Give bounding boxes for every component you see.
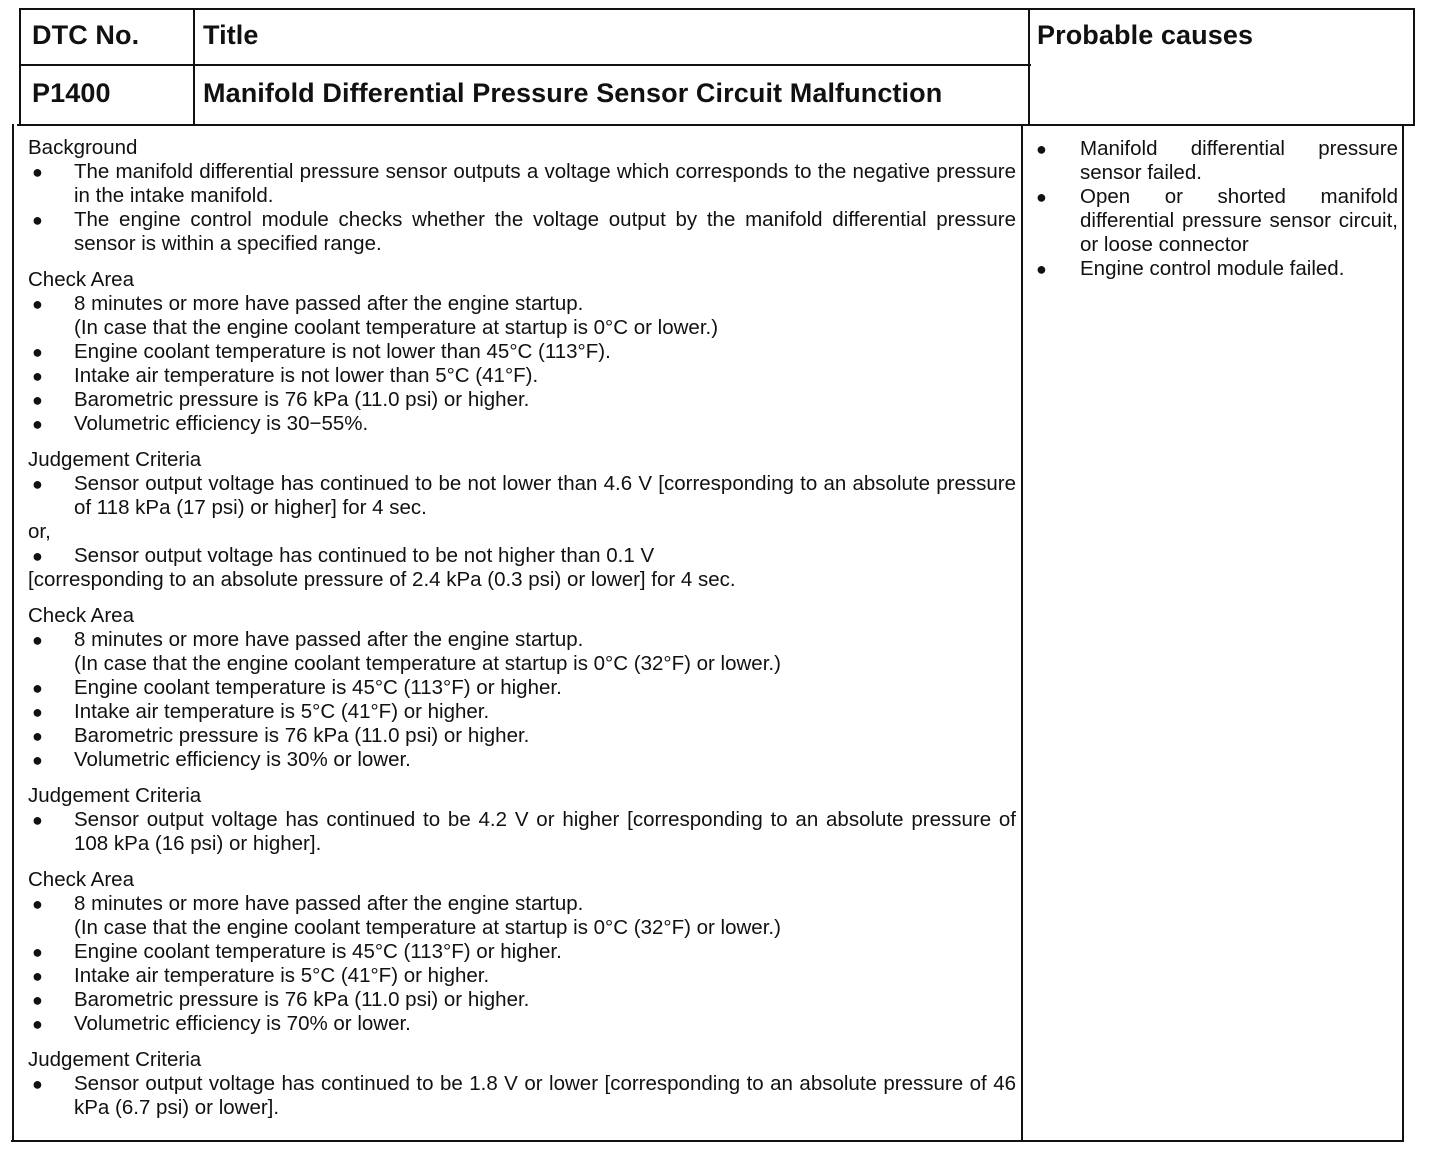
list-item [28, 748, 1016, 772]
background-section [28, 136, 1016, 256]
bullet-icon: ● [32, 1074, 43, 1094]
bullet-icon: ● [1036, 187, 1047, 207]
item-text: Barometric pressure is 76 kPa (11.0 psi) or higher. [74, 988, 530, 1011]
section-title: Check Area [28, 868, 134, 891]
bullet-icon: ● [1036, 139, 1047, 159]
check-area-section-3 [28, 868, 1016, 1036]
table-bottom-border [11, 1140, 1403, 1142]
section-title: Background [28, 136, 138, 159]
item-text: Barometric pressure is 76 kPa (11.0 psi) or higher. [74, 388, 530, 411]
list-item [28, 412, 1016, 436]
item-note: (In case that the engine coolant temperature at startup is 0°C (32°F) or lower.) [74, 652, 781, 675]
section-title: Judgement Criteria [28, 448, 202, 471]
item-text: 8 minutes or more have passed after the engine startup. [74, 292, 584, 315]
list-item [28, 388, 1016, 412]
item-text: Volumetric efficiency is 30% or lower. [74, 748, 411, 771]
list-item [28, 364, 1016, 388]
list-item [28, 808, 1016, 856]
section-title: Judgement Criteria [28, 1048, 202, 1071]
bullet-icon: ● [32, 810, 43, 830]
bullet-icon: ● [32, 474, 43, 494]
bullet-icon: ● [32, 210, 43, 230]
item-text: The manifold differential pressure sensor outputs a voltage which corresponds to the negative pressure in the intake manifold. [74, 160, 1016, 207]
title-header: Title [203, 20, 259, 50]
list-item [28, 724, 1016, 748]
list-item [28, 544, 1016, 568]
list-item [28, 940, 1016, 964]
item-text: Sensor output voltage has continued to be not lower than 4.6 V [corresponding to an absolute pressure of 118 kPa (17 psi) or higher] for 4 sec. [74, 472, 1016, 519]
table-right-border [1413, 8, 1415, 126]
header-bottom-border [17, 124, 1413, 126]
section-title: Check Area [28, 268, 134, 291]
list-item [28, 700, 1016, 724]
body-causes-divider [1021, 124, 1023, 1142]
cause-text: Manifold differential pressure sensor failed. [1080, 137, 1398, 184]
list-item [28, 160, 1016, 208]
body-right-border [1402, 124, 1404, 1142]
list-item [28, 340, 1016, 364]
table-left-border [19, 8, 21, 126]
item-text: The engine control module checks whether the voltage output by the manifold differential pressure sensor is within a specified range. [74, 208, 1016, 255]
list-item [28, 988, 1016, 1012]
list-item [28, 472, 1016, 520]
bullet-icon: ● [32, 366, 43, 386]
section-title: Check Area [28, 604, 134, 627]
bullet-icon: ● [32, 342, 43, 362]
list-item [28, 892, 1016, 940]
item-text: Sensor output voltage has continued to be 4.2 V or higher [corresponding to an absolute pressure of 108 kPa (16 psi) or higher]. [74, 808, 1016, 855]
item-note: (In case that the engine coolant temperature at startup is 0°C (32°F) or lower.) [74, 916, 781, 939]
bullet-icon: ● [32, 546, 43, 566]
item-text: Engine coolant temperature is 45°C (113°F) or higher. [74, 676, 562, 699]
check-area-section-1 [28, 268, 1016, 436]
body-left-border [12, 124, 14, 1142]
list-item [28, 292, 1016, 340]
item-text: Volumetric efficiency is 30−55%. [74, 412, 369, 435]
list-item [28, 628, 1016, 676]
bullet-icon: ● [1036, 259, 1047, 279]
item-text: Sensor output voltage has continued to be not higher than 0.1 V [74, 544, 655, 567]
cause-item [1034, 137, 1398, 185]
or-connector: or, [28, 520, 51, 543]
header-row-divider [19, 64, 1031, 66]
item-text: 8 minutes or more have passed after the engine startup. [74, 628, 584, 651]
judgement-criteria-section-1 [28, 448, 1016, 592]
list-item [28, 208, 1016, 256]
bullet-icon: ● [32, 894, 43, 914]
causes-column-divider [1028, 8, 1030, 126]
cause-item [1034, 185, 1398, 257]
list-item [28, 1072, 1016, 1120]
item-text: Intake air temperature is 5°C (41°F) or higher. [74, 964, 490, 987]
section-title: Judgement Criteria [28, 784, 202, 807]
cause-text: Open or shorted manifold differential pressure sensor circuit, or loose connector [1080, 185, 1398, 256]
dtc-no-header: DTC No. [32, 20, 140, 50]
item-text: Intake air temperature is 5°C (41°F) or higher. [74, 700, 490, 723]
item-text: Engine coolant temperature is not lower than 45°C (113°F). [74, 340, 611, 363]
cause-text: Engine control module failed. [1080, 257, 1345, 280]
bullet-icon: ● [32, 294, 43, 314]
list-item [28, 1012, 1016, 1036]
bullet-icon: ● [32, 678, 43, 698]
dtc-number: P1400 [32, 78, 111, 108]
description-column [28, 136, 1016, 1132]
item-text: Barometric pressure is 76 kPa (11.0 psi) or higher. [74, 724, 530, 747]
cause-item [1034, 257, 1398, 281]
bullet-icon: ● [32, 942, 43, 962]
judgement-criteria-section-3 [28, 1048, 1016, 1120]
bullet-icon: ● [32, 966, 43, 986]
item-continuation: [corresponding to an absolute pressure of 2.4 kPa (0.3 psi) or lower] for 4 sec. [28, 568, 736, 591]
bullet-icon: ● [32, 1014, 43, 1034]
probable-causes-header: Probable causes [1037, 20, 1254, 50]
item-text: Engine coolant temperature is 45°C (113°F) or higher. [74, 940, 562, 963]
bullet-icon: ● [32, 630, 43, 650]
dtc-title: Manifold Differential Pressure Sensor Circuit Malfunction [203, 78, 943, 108]
bullet-icon: ● [32, 414, 43, 434]
probable-causes-list [1034, 137, 1398, 281]
bullet-icon: ● [32, 726, 43, 746]
bullet-icon: ● [32, 750, 43, 770]
list-item [28, 964, 1016, 988]
check-area-section-2 [28, 604, 1016, 772]
judgement-criteria-section-2 [28, 784, 1016, 856]
item-text: Volumetric efficiency is 70% or lower. [74, 1012, 411, 1035]
list-item [28, 676, 1016, 700]
bullet-icon: ● [32, 990, 43, 1010]
bullet-icon: ● [32, 702, 43, 722]
item-text: Sensor output voltage has continued to be 1.8 V or lower [corresponding to an absolute pressure of 46 kPa (6.7 psi) or lower]. [74, 1072, 1016, 1119]
table-top-border [19, 8, 1415, 10]
bullet-icon: ● [32, 162, 43, 182]
item-note: (In case that the engine coolant temperature at startup is 0°C or lower.) [74, 316, 719, 339]
bullet-icon: ● [32, 390, 43, 410]
dtc-title-divider [193, 8, 195, 126]
item-text: Intake air temperature is not lower than 5°C (41°F). [74, 364, 539, 387]
item-text: 8 minutes or more have passed after the engine startup. [74, 892, 584, 915]
